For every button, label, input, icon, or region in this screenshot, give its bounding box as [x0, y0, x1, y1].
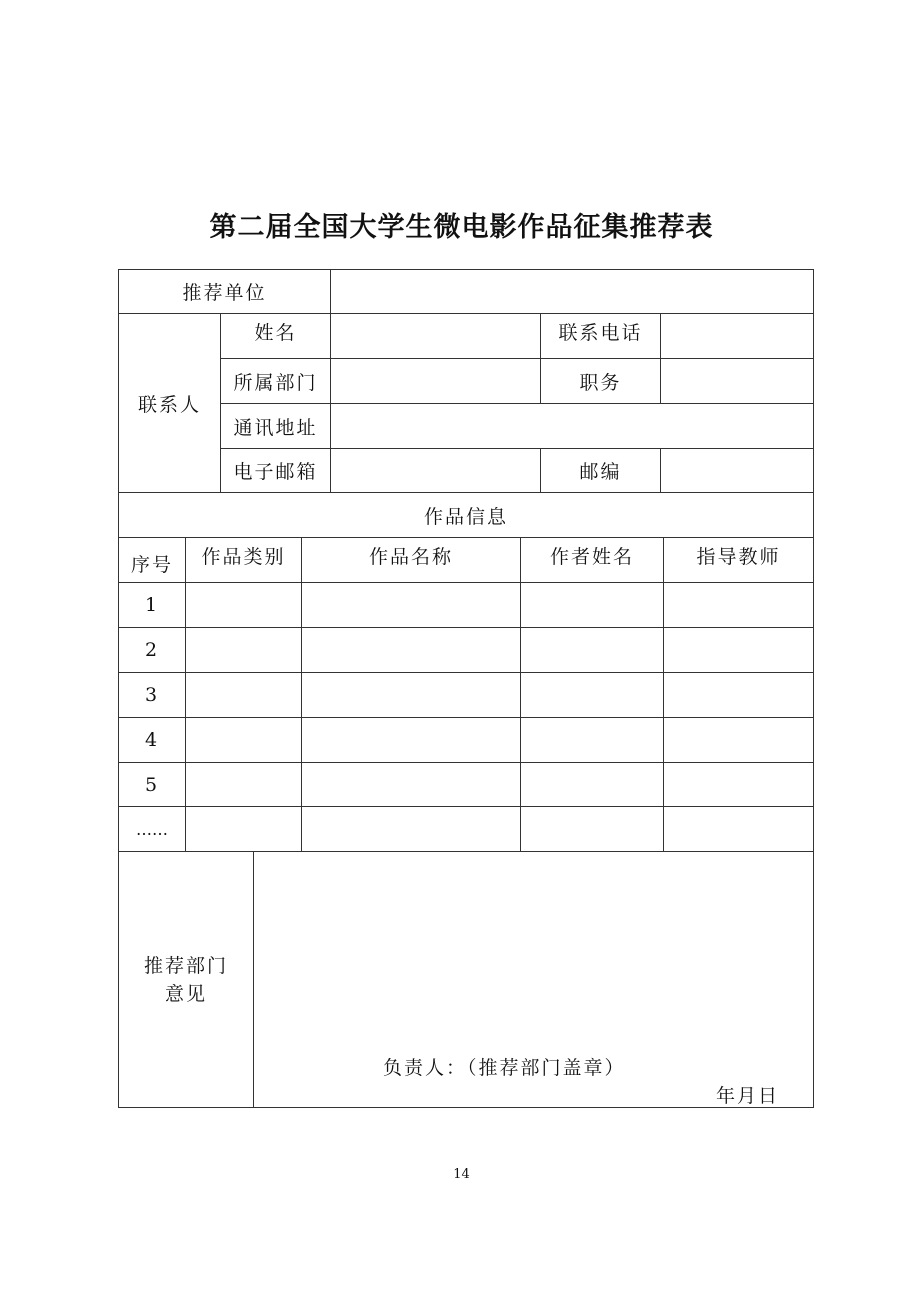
contact-name-label: 姓名 — [220, 313, 331, 359]
contact-email-field[interactable] — [330, 448, 541, 493]
recommend-unit-field[interactable] — [330, 269, 814, 314]
works-row-title-field[interactable] — [301, 717, 521, 763]
works-row-index: 2 — [118, 627, 186, 673]
works-row-author-field[interactable] — [520, 582, 664, 628]
works-row-author-field[interactable] — [520, 672, 664, 718]
works-row-title-field[interactable] — [301, 762, 521, 807]
works-row-advisor-field[interactable] — [663, 762, 814, 807]
opinion-label-line2: 意见 — [164, 982, 207, 1005]
works-header-title: 作品名称 — [301, 537, 521, 583]
form-title: 第二届全国大学生微电影作品征集推荐表 — [209, 212, 714, 243]
works-section-heading: 作品信息 — [118, 492, 814, 538]
contact-dept-field[interactable] — [330, 358, 541, 404]
opinion-label — [118, 851, 254, 1108]
works-header-category: 作品类别 — [185, 537, 302, 583]
contact-group-label: 联系人 — [118, 313, 221, 493]
works-row-advisor-field[interactable] — [663, 717, 814, 763]
works-row-category-field[interactable] — [185, 717, 302, 763]
works-row-title-field[interactable] — [301, 627, 521, 673]
contact-position-label: 职务 — [540, 358, 661, 404]
works-row-index: …… — [118, 806, 186, 852]
works-header-advisor: 指导教师 — [663, 537, 814, 583]
works-row-title-field[interactable] — [301, 672, 521, 718]
contact-phone-field[interactable] — [660, 313, 814, 359]
works-row-advisor-field[interactable] — [663, 627, 814, 673]
opinion-label-line1: 推荐部门 — [143, 954, 228, 977]
works-row-title-field[interactable] — [301, 806, 521, 852]
works-row-category-field[interactable] — [185, 672, 302, 718]
contact-email-label: 电子邮箱 — [220, 448, 331, 493]
works-row-index: 4 — [118, 717, 186, 763]
works-row-category-field[interactable] — [185, 806, 302, 852]
contact-address-label: 通讯地址 — [220, 403, 331, 449]
contact-dept-label: 所属部门 — [220, 358, 331, 404]
works-row-advisor-field[interactable] — [663, 582, 814, 628]
contact-position-field[interactable] — [660, 358, 814, 404]
works-row-category-field[interactable] — [185, 762, 302, 807]
works-header-index: 序号 — [118, 537, 186, 583]
works-header-author: 作者姓名 — [520, 537, 664, 583]
contact-address-field[interactable] — [330, 403, 814, 449]
works-row-index: 5 — [118, 762, 186, 807]
contact-zipcode-label: 邮编 — [540, 448, 661, 493]
works-row-category-field[interactable] — [185, 627, 302, 673]
works-row-author-field[interactable] — [520, 627, 664, 673]
works-row-title-field[interactable] — [301, 582, 521, 628]
contact-name-field[interactable] — [330, 313, 541, 359]
works-row-index: 1 — [118, 582, 186, 628]
recommend-unit-label: 推荐单位 — [118, 269, 331, 314]
opinion-date: 年月日 — [716, 1085, 780, 1107]
works-row-advisor-field[interactable] — [663, 672, 814, 718]
works-row-category-field[interactable] — [185, 582, 302, 628]
contact-zipcode-field[interactable] — [660, 448, 814, 493]
page-number: 14 — [453, 1167, 470, 1182]
works-row-author-field[interactable] — [520, 717, 664, 763]
contact-phone-label: 联系电话 — [540, 313, 661, 359]
works-row-advisor-field[interactable] — [663, 806, 814, 852]
opinion-signature: 负责人：（推荐部门盖章） — [383, 1057, 626, 1079]
works-row-author-field[interactable] — [520, 762, 664, 807]
works-row-index: 3 — [118, 672, 186, 718]
works-row-author-field[interactable] — [520, 806, 664, 852]
